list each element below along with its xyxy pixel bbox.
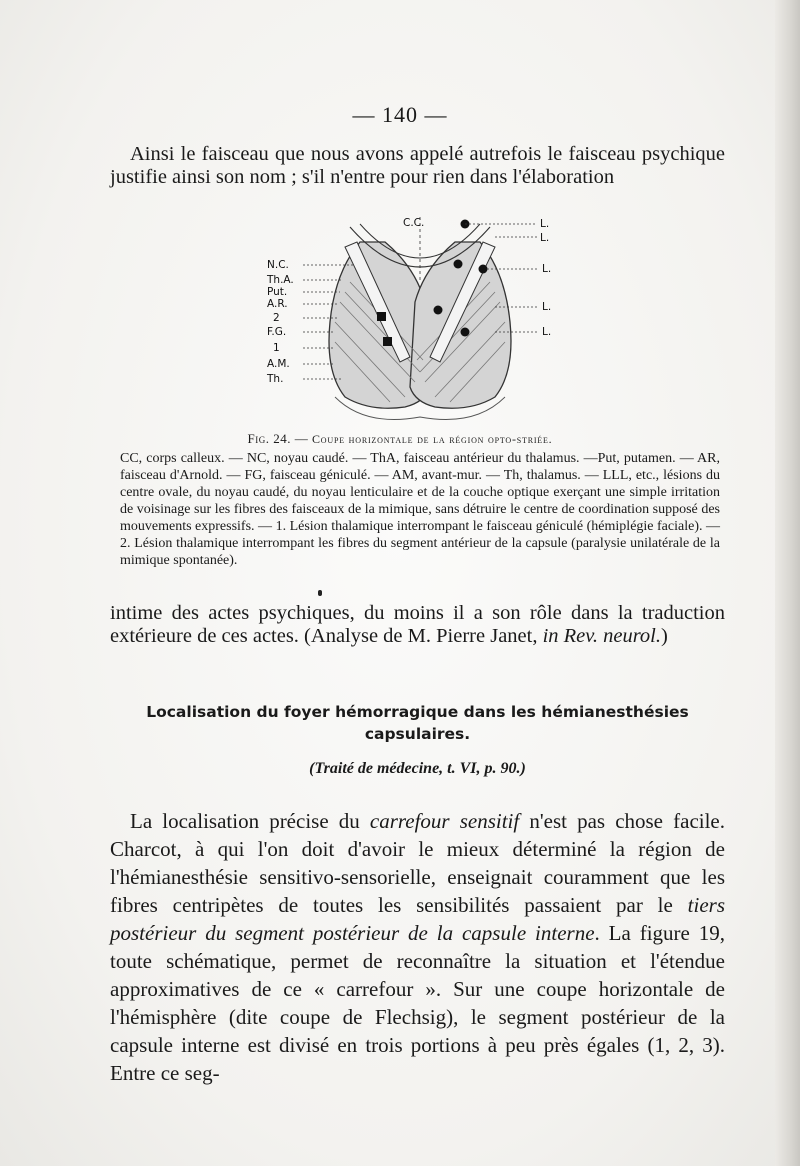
figure-caption-title: Coupe horizontale de la région opto-striée. xyxy=(311,432,553,446)
book-spine-shadow xyxy=(775,0,800,1166)
paragraph-continuation xyxy=(110,602,725,648)
figure-caption xyxy=(0,431,800,447)
figure-label-l2: L. xyxy=(540,232,550,244)
p3-italic-tiers: tiers postérieur du segment postérieur de la capsule interne xyxy=(110,893,725,945)
page-number: — 140 — xyxy=(352,102,448,127)
figure-label-1: 1 xyxy=(273,342,280,354)
ink-mark xyxy=(318,590,322,596)
figure-label-fg: F.G. xyxy=(267,326,287,338)
paragraph-continuation-text xyxy=(110,602,725,648)
paragraph-localisation-text xyxy=(110,807,725,1087)
section-source: (Traité de médecine, t. VI, p. 90.) xyxy=(309,760,526,777)
paragraph-localisation xyxy=(110,807,725,1087)
p3-text-3: . La figure 19, toute schématique, permet de reconnaître la situation et l'étendue approximatives de ce « carrefour ». Sur une coupe horizontale de l'hémisphère (dite coupe de Flechsig), le segment postérieur de la capsule interne est divisé en trois portions à peu près égales (1, 2, 3). Entre ce seg- xyxy=(110,921,725,1085)
paragraph-continuation-source: in Rev. neurol. xyxy=(542,625,661,647)
figure-label-am: A.M. xyxy=(267,358,290,370)
p3-italic-carrefour: carrefour sensitif xyxy=(369,809,520,833)
figure-label-tha: Th.A. xyxy=(267,274,294,286)
figure-label-l4: L. xyxy=(542,301,552,313)
p3-text-2: n'est pas chose facile. Charcot, à qui l'on doit d'avoir le mieux déterminé la région de l'hémianesthésie sensitivo-sensorielle, enseignait couramment que les fibres centripètes de toutes les sensibilités passaient par le xyxy=(110,809,725,917)
figure-label-put: Put. xyxy=(267,286,288,298)
figure-label-cc: C.C. xyxy=(403,217,425,229)
figure-24-brain-section xyxy=(265,212,575,427)
p3-text-1: La localisation précise du xyxy=(130,809,370,833)
figure-label-th: Th. xyxy=(267,373,284,385)
figure-label-l5: L. xyxy=(542,326,552,338)
paragraph-continuation-a: intime des actes psychiques, du moins il a son rôle dans la traduction extérieure de ces actes. (Analyse de M. Pierre Janet, xyxy=(110,602,725,647)
paragraph-continuation-b: ) xyxy=(661,625,668,647)
figure-legend xyxy=(120,450,720,569)
figure-label-ar: A.R. xyxy=(267,298,288,310)
figure-caption-number: Fig. 24. — xyxy=(247,431,309,446)
figure-legend-text: CC, corps calleux. — NC, noyau caudé. — ThA, faisceau antérieur du thalamus. —Put, putamen. — AR, faisceau d'Arnold. — FG, faisceau géniculé. — AM, avant-mur. — Th, thalamus. — LLL, etc., lésions du centre ovale, du noyau caudé, du noyau lenticulaire et de la couche optique exerçant une simple irritation de voisinage sur les fibres des faisceaux de la mimique, sans détruire le centre de coordination supposé des mouvements expressifs. — 1. Lésion thalamique interrompant le faisceau géniculé (hémiplégie faciale). — 2. Lésion thalamique interrompant les fibres du segment antérieur de la capsule (paralysie unilatérale de la mimique spontanée). xyxy=(120,451,720,568)
figure-label-nc: N.C. xyxy=(267,259,289,271)
figure-label-2: 2 xyxy=(273,312,280,324)
section-heading: Localisation du foyer hémorragique dans les hémianesthésies capsulaires. xyxy=(146,703,689,743)
figure-label-l3: L. xyxy=(542,263,552,275)
paragraph-intro xyxy=(110,143,725,189)
paragraph-intro-text: Ainsi le faisceau que nous avons appelé autrefois le faisceau psychique justifie ainsi son nom ; s'il n'entre pour rien dans l'élaboration xyxy=(110,143,725,188)
brain-section-drawing xyxy=(265,212,575,427)
figure-label-l1: L. xyxy=(540,218,550,230)
